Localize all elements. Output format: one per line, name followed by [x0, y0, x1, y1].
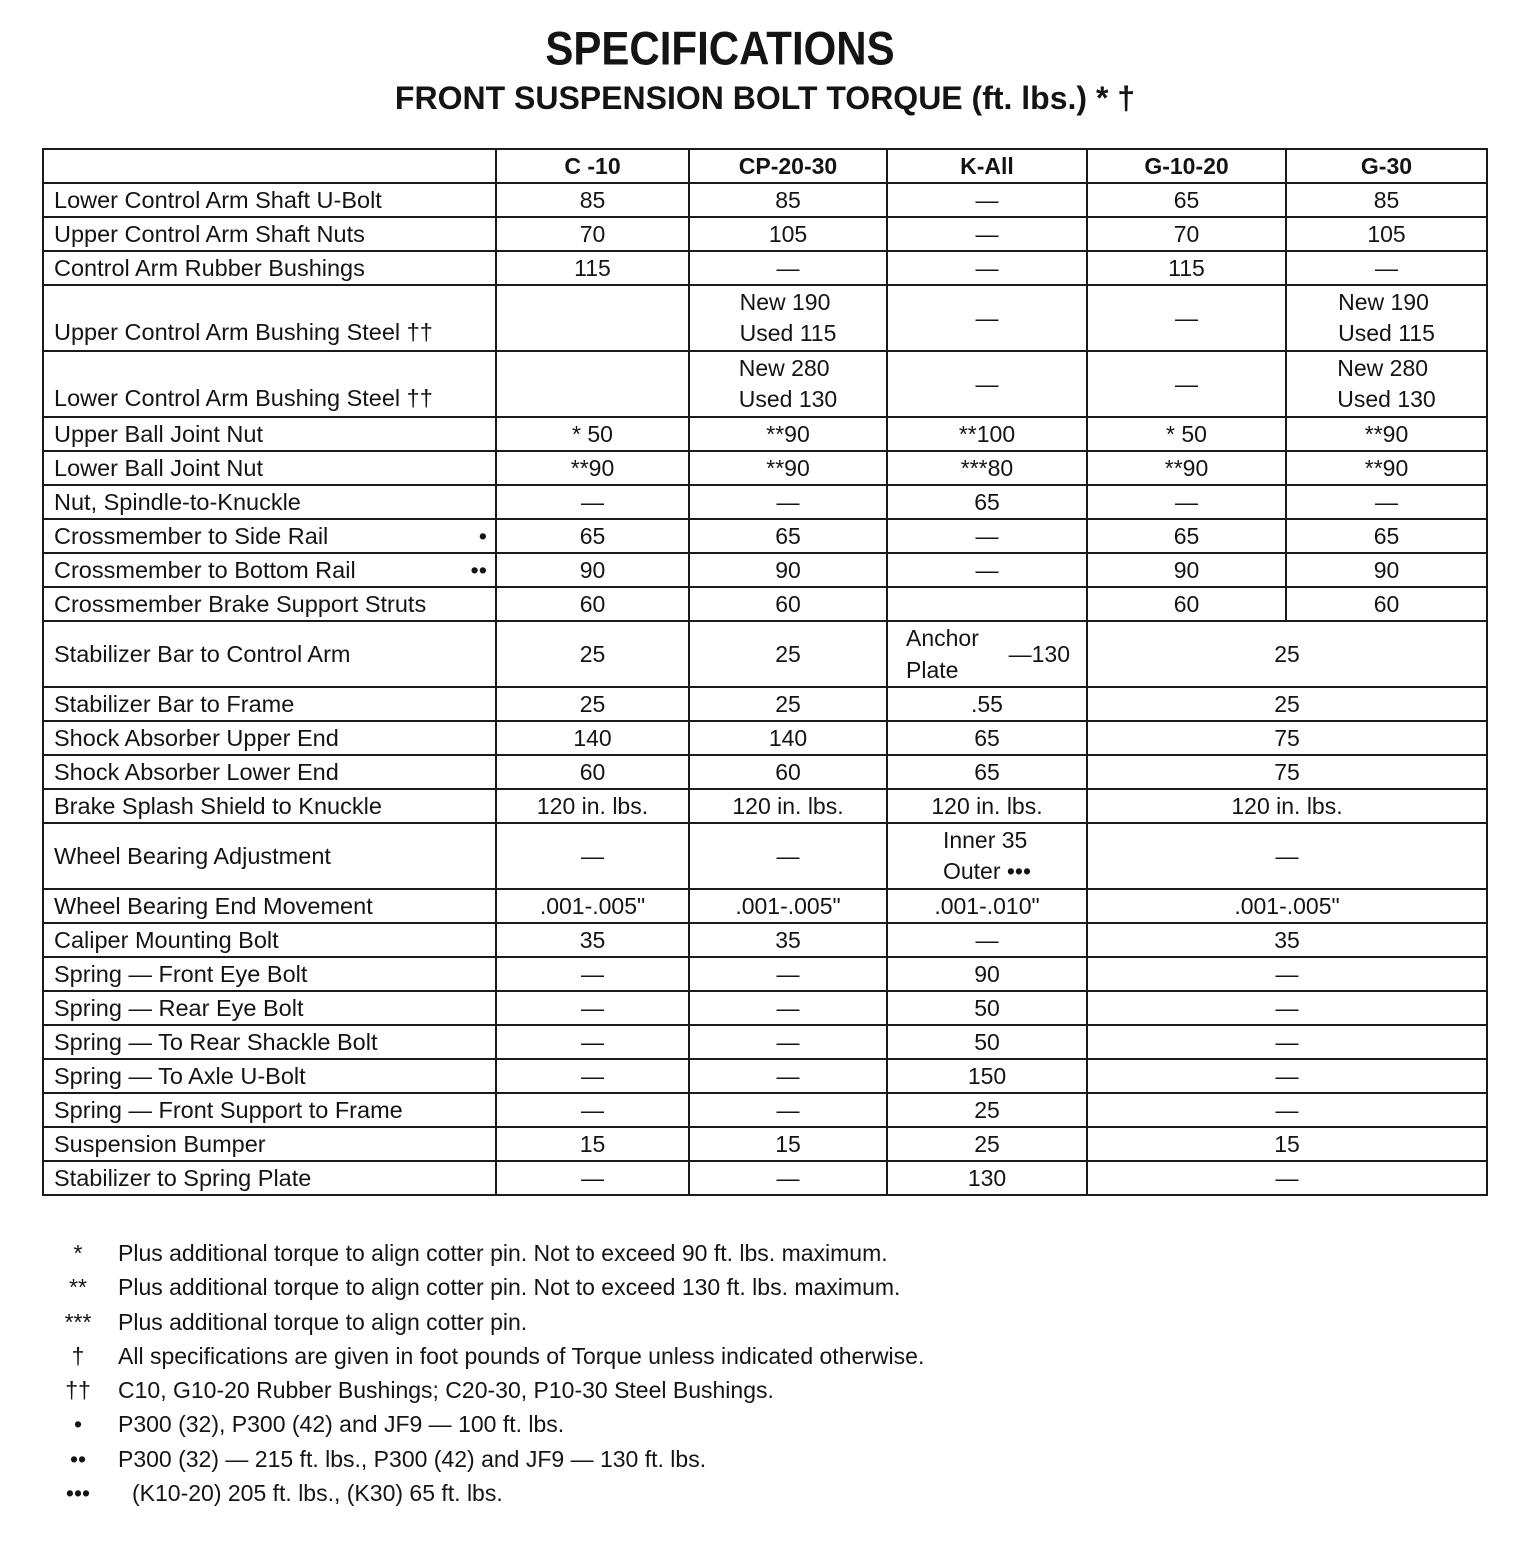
- footnote-mark: •: [73, 1411, 83, 1438]
- table-row: [43, 587, 1487, 621]
- g30-value: 90: [1286, 553, 1487, 587]
- c10-value: 90: [496, 553, 689, 587]
- row-label: Upper Control Arm Shaft Nuts: [43, 217, 496, 251]
- footnote-text: Plus additional torque to align cotter pin.: [118, 1308, 528, 1335]
- cp2030-value: 120 in. lbs.: [689, 789, 887, 823]
- row-label: Spring — Front Eye Bolt: [43, 957, 496, 991]
- table-row: [43, 519, 1487, 553]
- table-row: [43, 351, 1487, 417]
- c10-value: 120 in. lbs.: [496, 789, 689, 823]
- c10-value: —: [496, 957, 689, 991]
- row-label: Lower Control Arm Shaft U-Bolt: [43, 183, 496, 217]
- g-value: —: [1087, 823, 1487, 889]
- cp2030-value: —: [689, 991, 887, 1025]
- kall-value: 120 in. lbs.: [887, 789, 1087, 823]
- g1020-value: 70: [1087, 217, 1286, 251]
- g-value: —: [1087, 957, 1487, 991]
- page-title: SPECIFICATIONS: [545, 22, 895, 75]
- g30-value: **90: [1286, 417, 1487, 451]
- kall-value: —: [887, 217, 1087, 251]
- g-value: 75: [1087, 755, 1487, 789]
- c10-value: 65: [496, 519, 689, 553]
- table-header-row: [43, 149, 1487, 183]
- row-label: Shock Absorber Upper End: [43, 721, 496, 755]
- outer-value: Outer •••: [942, 858, 1032, 884]
- table-row: [43, 1025, 1487, 1059]
- c10-value: —: [496, 1025, 689, 1059]
- g1020-value: 115: [1087, 251, 1286, 285]
- cp2030-value: [689, 285, 887, 351]
- row-label: Control Arm Rubber Bushings: [43, 251, 496, 285]
- cp2030-value: —: [689, 1025, 887, 1059]
- c10-value: 35: [496, 923, 689, 957]
- g-value: —: [1087, 1059, 1487, 1093]
- inner-value: Inner 35: [942, 827, 1028, 853]
- table-row: [43, 687, 1487, 721]
- table-row: [43, 889, 1487, 923]
- c10-value: —: [496, 1161, 689, 1195]
- c10-value: [496, 351, 689, 417]
- footnote-mark: **: [69, 1274, 87, 1301]
- cp2030-value: 60: [689, 587, 887, 621]
- kall-value: —: [887, 553, 1087, 587]
- row-label-text: Crossmember to Bottom Rail: [54, 557, 356, 583]
- g-value: —: [1087, 1093, 1487, 1127]
- g-value: —: [1087, 991, 1487, 1025]
- c10-value: 60: [496, 755, 689, 789]
- g-value: 25: [1087, 687, 1487, 721]
- c10-value: —: [496, 1059, 689, 1093]
- row-label: Suspension Bumper: [43, 1127, 496, 1161]
- row-label: Spring — Rear Eye Bolt: [43, 991, 496, 1025]
- row-label: Spring — To Axle U-Bolt: [43, 1059, 496, 1093]
- g1020-value: 65: [1087, 183, 1286, 217]
- kall-value: 25: [887, 1127, 1087, 1161]
- table-row: [43, 823, 1487, 889]
- table-row: [43, 621, 1487, 687]
- row-label: Caliper Mounting Bolt: [43, 923, 496, 957]
- c10-value: 115: [496, 251, 689, 285]
- g-value: 120 in. lbs.: [1087, 789, 1487, 823]
- kall-value: —: [887, 923, 1087, 957]
- g30-value: 85: [1286, 183, 1487, 217]
- header-g1020: G-10-20: [1087, 149, 1286, 183]
- kall-value: 65: [887, 755, 1087, 789]
- table-row: [43, 251, 1487, 285]
- row-label: Wheel Bearing End Movement: [43, 889, 496, 923]
- header-kall: K-All: [887, 149, 1087, 183]
- g-value: 35: [1087, 923, 1487, 957]
- table-row: [43, 1059, 1487, 1093]
- g-value: 25: [1087, 621, 1487, 687]
- plate-label: Plate: [906, 657, 959, 683]
- footnote: [40, 1373, 1240, 1407]
- used-value: Used 130: [1337, 386, 1436, 412]
- footnote: [40, 1305, 1240, 1339]
- g1020-value: 65: [1087, 519, 1286, 553]
- cp2030-value: —: [689, 251, 887, 285]
- header-c10: C -10: [496, 149, 689, 183]
- c10-value: —: [496, 991, 689, 1025]
- c10-value: 25: [496, 687, 689, 721]
- row-label: Crossmember Brake Support Struts: [43, 587, 496, 621]
- used-value: Used 115: [739, 320, 837, 346]
- kall-value: 130: [887, 1161, 1087, 1195]
- footnote-mark: •••: [65, 1480, 91, 1507]
- c10-value: 140: [496, 721, 689, 755]
- cp2030-value: 140: [689, 721, 887, 755]
- anchor-plate-value: —130: [1008, 641, 1070, 667]
- used-value: Used 115: [1338, 320, 1435, 346]
- g-value: —: [1087, 1161, 1487, 1195]
- page-subtitle: FRONT SUSPENSION BOLT TORQUE (ft. lbs.) * †: [394, 80, 1136, 116]
- g1020-value: —: [1087, 285, 1286, 351]
- row-label: Upper Control Arm Bushing Steel ††: [43, 285, 496, 351]
- kall-value: —: [887, 351, 1087, 417]
- cp2030-value: **90: [689, 417, 887, 451]
- cp2030-value: 65: [689, 519, 887, 553]
- kall-value: —: [887, 519, 1087, 553]
- table-row: [43, 957, 1487, 991]
- g30-value: —: [1286, 251, 1487, 285]
- g1020-value: —: [1087, 485, 1286, 519]
- footnote-text: Plus additional torque to align cotter pin. Not to exceed 90 ft. lbs. maximum.: [118, 1240, 888, 1266]
- g-value: —: [1087, 1025, 1487, 1059]
- row-label: Wheel Bearing Adjustment: [43, 823, 496, 889]
- row-label: Lower Control Arm Bushing Steel ††: [43, 351, 496, 417]
- g30-value: [1286, 351, 1487, 417]
- g30-value: 65: [1286, 519, 1487, 553]
- new-value: New 190: [739, 289, 831, 315]
- footnotes: [40, 1236, 1240, 1510]
- kall-value: 50: [887, 1025, 1087, 1059]
- footnote-text: P300 (32) — 215 ft. lbs., P300 (42) and JF9 — 130 ft. lbs.: [118, 1445, 707, 1472]
- c10-value: 70: [496, 217, 689, 251]
- kall-value: —: [887, 251, 1087, 285]
- row-label: [43, 519, 496, 553]
- cp2030-value: .001-.005": [689, 889, 887, 923]
- footnote: [40, 1407, 1240, 1441]
- table-row: [43, 417, 1487, 451]
- kall-value: 25: [887, 1093, 1087, 1127]
- c10-value: 15: [496, 1127, 689, 1161]
- footnote-text: All specifications are given in foot pounds of Torque unless indicated otherwise.: [118, 1342, 925, 1369]
- cp2030-value: —: [689, 1059, 887, 1093]
- g1020-value: —: [1087, 351, 1286, 417]
- footnote: [40, 1236, 1240, 1270]
- table-row: [43, 183, 1487, 217]
- kall-value: [887, 621, 1087, 687]
- kall-value: .55: [887, 687, 1087, 721]
- new-value: New 280: [738, 355, 830, 381]
- cp2030-value: 105: [689, 217, 887, 251]
- g1020-value: * 50: [1087, 417, 1286, 451]
- new-value: New 280: [1337, 355, 1429, 381]
- kall-value: 65: [887, 485, 1087, 519]
- footnote: [40, 1339, 1240, 1373]
- cp2030-value: 35: [689, 923, 887, 957]
- c10-value: —: [496, 485, 689, 519]
- footnote: [40, 1442, 1240, 1476]
- row-label: Nut, Spindle-to-Knuckle: [43, 485, 496, 519]
- c10-value: [496, 285, 689, 351]
- g30-value: 105: [1286, 217, 1487, 251]
- footnote-text: (K10-20) 205 ft. lbs., (K30) 65 ft. lbs.: [132, 1480, 503, 1507]
- row-label: Stabilizer Bar to Frame: [43, 687, 496, 721]
- row-label: Shock Absorber Lower End: [43, 755, 496, 789]
- kall-value: 90: [887, 957, 1087, 991]
- footnote-mark: ••: [69, 1445, 87, 1472]
- cp2030-value: [689, 351, 887, 417]
- kall-value: [887, 587, 1087, 621]
- c10-value: —: [496, 823, 689, 889]
- cp2030-value: 25: [689, 621, 887, 687]
- row-label: Upper Ball Joint Nut: [43, 417, 496, 451]
- c10-value: —: [496, 1093, 689, 1127]
- footnote-ref-mark: •: [478, 523, 487, 549]
- cp2030-value: **90: [689, 451, 887, 485]
- table-row: [43, 451, 1487, 485]
- cp2030-value: 90: [689, 553, 887, 587]
- row-label: Spring — Front Support to Frame: [43, 1093, 496, 1127]
- footnote-text: C10, G10-20 Rubber Bushings; C20-30, P10-30 Steel Bushings.: [118, 1377, 774, 1404]
- cp2030-value: —: [689, 823, 887, 889]
- c10-value: 25: [496, 621, 689, 687]
- table-row: [43, 923, 1487, 957]
- row-label: Stabilizer Bar to Control Arm: [43, 621, 496, 687]
- used-value: Used 130: [738, 386, 838, 412]
- footnote-mark: †: [71, 1342, 85, 1369]
- cp2030-value: 85: [689, 183, 887, 217]
- kall-value: .001-.010": [887, 889, 1087, 923]
- table-row: [43, 1161, 1487, 1195]
- kall-value: —: [887, 183, 1087, 217]
- row-label: Lower Ball Joint Nut: [43, 451, 496, 485]
- table-row: [43, 721, 1487, 755]
- g-value: .001-.005": [1087, 889, 1487, 923]
- c10-value: .001-.005": [496, 889, 689, 923]
- footnote-text: P300 (32), P300 (42) and JF9 — 100 ft. lbs.: [118, 1411, 565, 1438]
- kall-value: —: [887, 285, 1087, 351]
- g-value: 75: [1087, 721, 1487, 755]
- cp2030-value: 15: [689, 1127, 887, 1161]
- footnote-ref-mark: ••: [470, 557, 487, 583]
- row-label-text: Crossmember to Side Rail: [54, 523, 329, 549]
- cp2030-value: —: [689, 1093, 887, 1127]
- g1020-value: 60: [1087, 587, 1286, 621]
- table-row: [43, 1127, 1487, 1161]
- anchor-label: Anchor: [906, 625, 979, 651]
- footnote-mark: *: [73, 1240, 83, 1266]
- kall-value: 50: [887, 991, 1087, 1025]
- table-row: [43, 755, 1487, 789]
- kall-value: **100: [887, 417, 1087, 451]
- footnote-mark: ***: [64, 1308, 92, 1335]
- cp2030-value: —: [689, 1161, 887, 1195]
- footnote-text: Plus additional torque to align cotter pin. Not to exceed 130 ft. lbs. maximum.: [118, 1274, 901, 1301]
- table-row: [43, 789, 1487, 823]
- g30-value: [1286, 285, 1487, 351]
- footnote-mark: ††: [65, 1377, 91, 1404]
- new-value: New 190: [1338, 289, 1429, 315]
- table-row: [43, 217, 1487, 251]
- header-cp2030: CP-20-30: [689, 149, 887, 183]
- g1020-value: 90: [1087, 553, 1286, 587]
- c10-value: 60: [496, 587, 689, 621]
- kall-value: ***80: [887, 451, 1087, 485]
- cp2030-value: 60: [689, 755, 887, 789]
- c10-value: * 50: [496, 417, 689, 451]
- g30-value: —: [1286, 485, 1487, 519]
- kall-value: 150: [887, 1059, 1087, 1093]
- kall-value: 65: [887, 721, 1087, 755]
- row-label: Brake Splash Shield to Knuckle: [43, 789, 496, 823]
- g30-value: 60: [1286, 587, 1487, 621]
- cp2030-value: —: [689, 485, 887, 519]
- g1020-value: **90: [1087, 451, 1286, 485]
- footnote: [40, 1270, 1240, 1304]
- c10-value: **90: [496, 451, 689, 485]
- cp2030-value: 25: [689, 687, 887, 721]
- table-row: [43, 991, 1487, 1025]
- torque-spec-table: [42, 148, 1488, 1196]
- c10-value: 85: [496, 183, 689, 217]
- row-label: Stabilizer to Spring Plate: [43, 1161, 496, 1195]
- cp2030-value: —: [689, 957, 887, 991]
- row-label: [43, 553, 496, 587]
- table-row: [43, 1093, 1487, 1127]
- table-row: [43, 285, 1487, 351]
- table-row: [43, 485, 1487, 519]
- g-value: 15: [1087, 1127, 1487, 1161]
- header-blank: [43, 149, 496, 183]
- footnote: [40, 1476, 1240, 1510]
- g30-value: **90: [1286, 451, 1487, 485]
- header-g30: G-30: [1286, 149, 1487, 183]
- kall-value: [887, 823, 1087, 889]
- row-label: Spring — To Rear Shackle Bolt: [43, 1025, 496, 1059]
- table-row: [43, 553, 1487, 587]
